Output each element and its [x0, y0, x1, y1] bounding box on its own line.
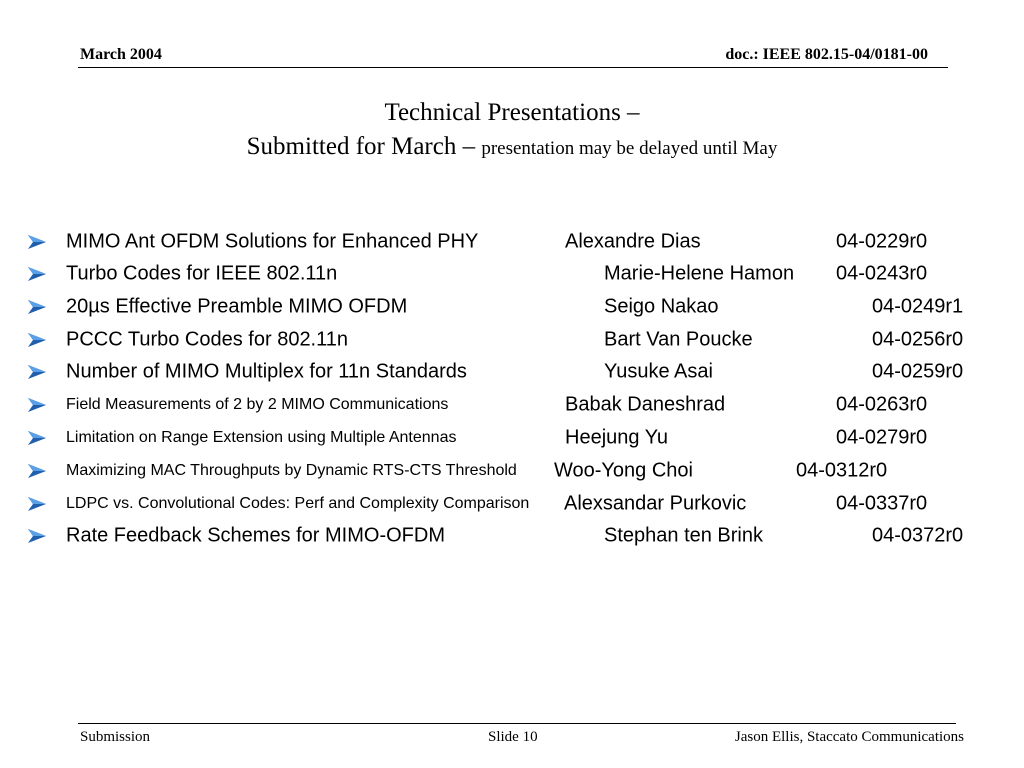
header-doc-number: doc.: IEEE 802.15-04/0181-00 [725, 46, 928, 63]
item-presenter: Alexandre Dias [565, 230, 701, 253]
list-item [0, 292, 1024, 322]
list-item [0, 325, 1024, 355]
arrow-bullet-icon [27, 266, 47, 282]
item-doc: 04-0259r0 [872, 360, 964, 383]
arrow-bullet-icon [27, 528, 47, 544]
item-title: Number of MIMO Multiplex for 11n Standards [66, 360, 467, 383]
arrow-bullet-icon [27, 299, 47, 315]
item-doc: 04-0372r0 [872, 524, 964, 547]
arrow-bullet-icon [27, 430, 47, 446]
footer-submission: Submission [80, 729, 151, 745]
list-item [0, 456, 1024, 486]
item-doc: 04-0249r1 [872, 295, 964, 318]
arrow-bullet-icon [27, 234, 47, 250]
item-title: Rate Feedback Schemes for MIMO-OFDM [66, 524, 445, 547]
arrow-bullet-icon [27, 332, 47, 348]
list-item [0, 259, 1024, 289]
arrow-bullet-icon [27, 364, 47, 380]
item-title: Limitation on Range Extension using Multiple Antennas [66, 429, 457, 446]
slide-title [0, 96, 1024, 167]
title-line-2-main: Submitted for March – [246, 133, 482, 160]
item-presenter: Bart Van Poucke [604, 328, 753, 351]
item-doc: 04-0256r0 [872, 328, 964, 351]
arrow-bullet-icon [27, 463, 47, 479]
item-title: Turbo Codes for IEEE 802.11n [66, 262, 338, 285]
footer-author: Jason Ellis, Staccato Communications [734, 729, 964, 745]
item-title: Maximizing MAC Throughputs by Dynamic RTS-CTS Threshold [66, 462, 517, 479]
item-doc: 04-0263r0 [836, 393, 928, 416]
list-item [0, 227, 1024, 257]
list-item [0, 489, 1024, 519]
item-doc: 04-0279r0 [836, 426, 928, 449]
list-item [0, 423, 1024, 453]
item-presenter: Alexsandar Purkovic [564, 492, 747, 515]
item-title: Field Measurements of 2 by 2 MIMO Communications [66, 396, 449, 413]
item-doc: 04-0229r0 [836, 230, 928, 253]
title-line-2-small: presentation may be delayed until May [481, 138, 778, 159]
arrow-bullet-icon [27, 397, 47, 413]
footer-divider [78, 723, 956, 724]
header-divider [78, 67, 948, 68]
item-title: 20µs Effective Preamble MIMO OFDM [66, 295, 408, 318]
list-item [0, 390, 1024, 420]
item-title: PCCC Turbo Codes for 802.11n [66, 328, 349, 351]
item-presenter: Babak Daneshrad [565, 393, 726, 416]
item-presenter: Yusuke Asai [604, 360, 713, 383]
item-presenter: Seigo Nakao [604, 295, 719, 318]
item-presenter: Stephan ten Brink [604, 524, 763, 547]
title-line-1: Technical Presentations – [384, 99, 640, 126]
item-presenter: Woo-Yong Choi [554, 459, 693, 482]
item-doc: 04-0337r0 [836, 492, 928, 515]
item-doc: 04-0312r0 [796, 459, 888, 482]
arrow-bullet-icon [27, 496, 47, 512]
item-presenter: Heejung Yu [565, 426, 669, 449]
header-date: March 2004 [80, 46, 162, 63]
item-doc: 04-0243r0 [836, 262, 928, 285]
item-title: MIMO Ant OFDM Solutions for Enhanced PHY [66, 230, 479, 253]
footer-slide-number: Slide 10 [488, 729, 538, 745]
item-title: LDPC vs. Convolutional Codes: Perf and Complexity Comparison [66, 495, 530, 512]
list-item [0, 357, 1024, 387]
list-item [0, 521, 1024, 551]
item-presenter: Marie-Helene Hamon [604, 262, 795, 285]
